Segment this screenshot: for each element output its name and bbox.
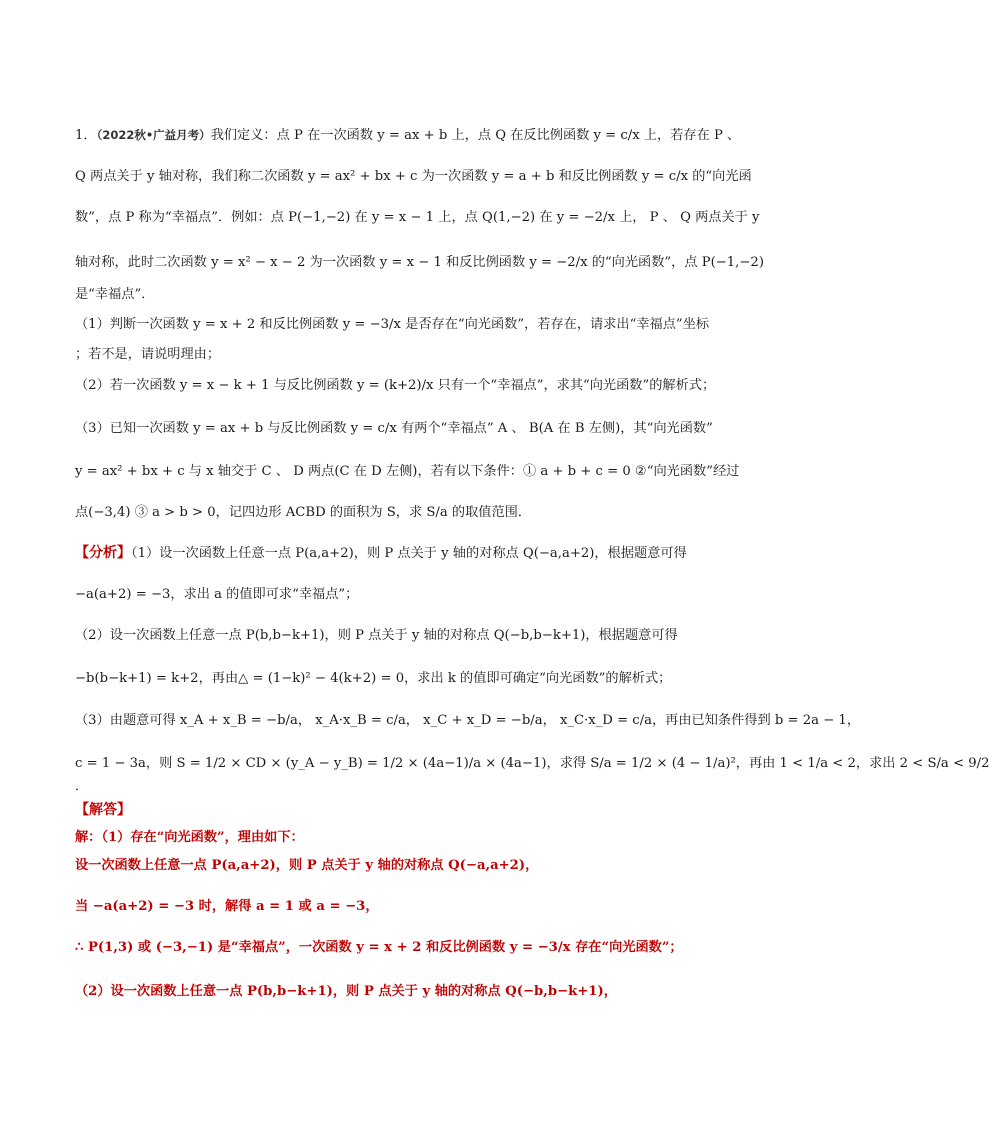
question-3-line-1: （3）已知一次函数 y = ax + b 与反比例函数 y = c/x 有两个“幸福点” A 、 B(A 在 B 左侧)，其“向光函数”	[75, 421, 713, 436]
problem-line-1	[75, 126, 741, 145]
problem-line-4: 轴对称，此时二次函数 y = x² − x − 2 为一次函数 y = x − 1 和反比例函数 y = −2/x 的“向光函数”，点 P(−1,−2)	[75, 255, 764, 270]
analysis-line-2: −a(a+2) = −3，求出 a 的值即可求“幸福点”；	[75, 587, 359, 602]
problem-text: 我们定义：点 P 在一次函数 y = ax + b 上，点 Q 在反比例函数 y = c/x 上，若存在 P 、	[210, 128, 741, 143]
question-1-line-2: ；若不是，请说明理由；	[75, 347, 221, 362]
problem-line-3: 数”，点 P 称为“幸福点”．例如：点 P(−1,−2) 在 y = x − 1 上，点 Q(1,−2) 在 y = −2/x 上， P 、 Q 两点关于 y	[75, 210, 760, 225]
solution-line-5: （2）设一次函数上任意一点 P(b,b−k+1)，则 P 点关于 y 轴的对称点 Q(−b,b−k+1)，	[75, 984, 617, 999]
analysis-line-1	[75, 544, 725, 563]
solution-line-2: 设一次函数上任意一点 P(a,a+2)，则 P 点关于 y 轴的对称点 Q(−a,a+2)，	[75, 858, 539, 873]
solution-line-1: 解：（1）存在“向光函数”，理由如下：	[75, 830, 304, 845]
problem-line-2: Q 两点关于 y 轴对称，我们称二次函数 y = ax² + bx + c 为一次函数 y = a + b 和反比例函数 y = c/x 的“向光函	[75, 169, 752, 184]
question-1-line-1: （1）判断一次函数 y = x + 2 和反比例函数 y = −3/x 是否存在“向光函数”，若存在，请求出“幸福点”坐标	[75, 317, 710, 332]
question-3-line-2: y = ax² + bx + c 与 x 轴交于 C 、 D 两点(C 在 D 左侧)，若有以下条件：① a + b + c = 0 ②“向光函数”经过	[75, 464, 740, 479]
analysis-text: （1）设一次函数上任意一点 P(a,a+2)，则 P 点关于 y 轴的对称点 Q(−a,a+2)，根据题意可得	[131, 546, 687, 561]
problem-number: 1．	[75, 128, 97, 143]
analysis-tag: 【分析】	[75, 545, 131, 561]
analysis-line-6: c = 1 − 3a，则 S = 1/2 × CD × (y_A − y_B) = 1/2 × (4a−1)/a × (4a−1)，求得 S/a = 1/2 × (4 − 1/a)²，再由 1 < 1/a < 2，求出 2 < S/a < 9/2	[75, 756, 989, 771]
analysis-line-5: （3）由题意可得 x_A + x_B = −b/a， x_A·x_B = c/a， x_C + x_D = −b/a， x_C·x_D = c/a，再由已知条件得到 b = 2a − 1，	[75, 713, 861, 728]
question-2: （2）若一次函数 y = x − k + 1 与反比例函数 y = (k+2)/x 只有一个“幸福点”，求其“向光函数”的解析式；	[75, 378, 716, 393]
question-3-line-3: 点(−3,4) ③ a > b > 0，记四边形 ACBD 的面积为 S，求 S/a 的取值范围．	[75, 505, 532, 520]
solution-line-3: 当 −a(a+2) = −3 时，解得 a = 1 或 a = −3，	[75, 899, 379, 914]
analysis-line-3: （2）设一次函数上任意一点 P(b,b−k+1)，则 P 点关于 y 轴的对称点 Q(−b,b−k+1)，根据题意可得	[75, 628, 678, 643]
solution-line-4: ∴ P(1,3) 或 (−3,−1) 是“幸福点”，一次函数 y = x + 2 和反比例函数 y = −3/x 存在“向光函数”；	[75, 940, 683, 955]
problem-line-5: 是“幸福点”．	[75, 287, 155, 302]
problem-source: （2022秋•广益月考）	[96, 128, 211, 142]
analysis-line-7: ．	[75, 779, 89, 794]
solution-tag: 【解答】	[75, 802, 131, 818]
analysis-line-4: −b(b−k+1) = k+2，再由△ = (1−k)² − 4(k+2) = 0，求出 k 的值即可确定“向光函数”的解析式；	[75, 671, 672, 686]
